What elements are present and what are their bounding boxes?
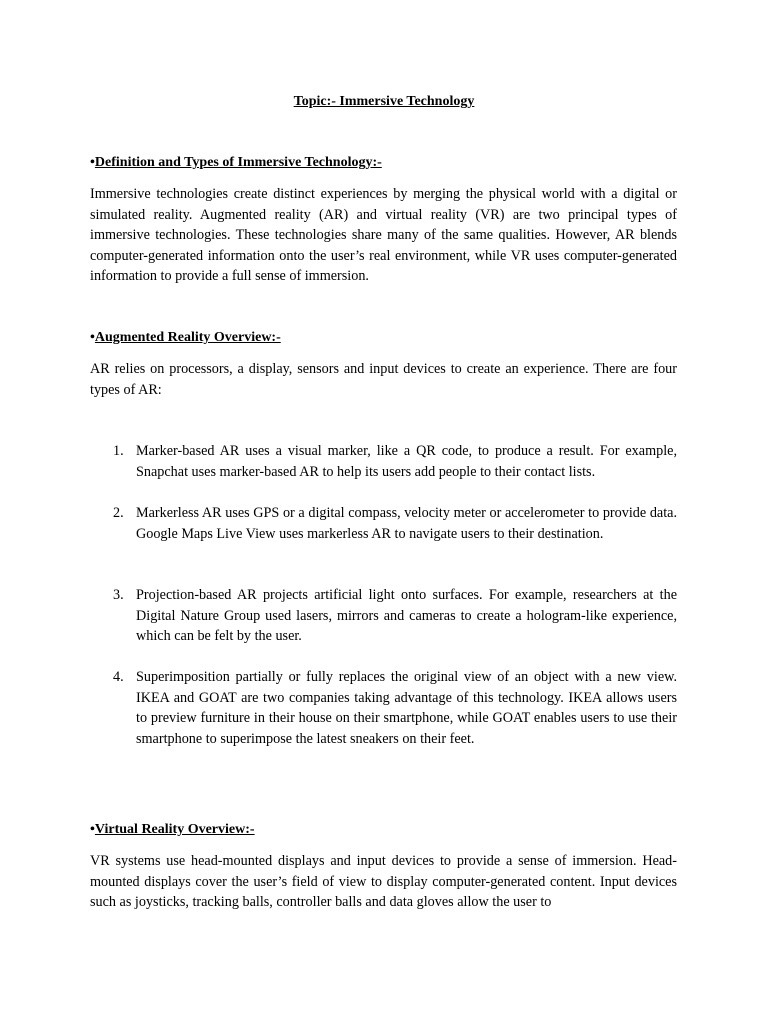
list-text: Markerless AR uses GPS or a digital compass, velocity meter or accelerometer to provide data. Google Maps Live View uses markerless AR to navigate users to their destination. [136, 505, 677, 542]
bullet: • [90, 822, 95, 837]
list-text: Projection-based AR projects artificial light onto surfaces. For example, researchers at the Digital Nature Group used lasers, mirrors and cameras to create a hologram-like experience, which can be felt by the user. [136, 587, 677, 644]
ar-intro-paragraph: AR relies on processors, a display, sensors and input devices to create an experience. There are four types of AR: [90, 361, 677, 398]
bullet: • [90, 330, 95, 345]
list-number: 1. [113, 443, 124, 459]
section-heading-text: Definition and Types of Immersive Technology:- [94, 155, 382, 170]
list-text: Superimposition partially or fully replaces the original view of an object with a new view. IKEA and GOAT are two companies taking advantage of this technology. IKEA allows users to preview furniture in their house on their smartphone, while GOAT enables users to use their smartphone to superimpose the latest sneakers on their feet. [136, 669, 677, 747]
page-title: Topic:- Immersive Technology [293, 94, 475, 109]
list-number: 2. [113, 505, 124, 521]
bullet: • [90, 155, 95, 170]
definition-paragraph: Immersive technologies create distinct experiences by merging the physical world with a digital or simulated reality. Augmented reality (AR) and virtual reality (VR) are two principal types of immersive technologies. These technologies share many of the same qualities. However, AR blends computer-generated information onto the user’s real environment, while VR uses computer-generated information to provide a full sense of immersion. [90, 186, 677, 284]
list-number: 4. [113, 669, 124, 685]
section-heading-text: Augmented Reality Overview:- [94, 330, 281, 345]
list-text: Marker-based AR uses a visual marker, like a QR code, to produce a result. For example, Snapchat uses marker-based AR to help its users add people to their contact lists. [136, 443, 677, 480]
vr-paragraph: VR systems use head-mounted displays and input devices to provide a sense of immersion. Head-mounted displays cover the user’s field of view to display computer-generated content. Input devices such as joysticks, tracking balls, controller balls and data gloves allow the user to [90, 853, 677, 910]
section-heading-vr-overview [90, 822, 255, 838]
list-number: 3. [113, 587, 124, 603]
section-heading-ar-overview [90, 330, 281, 346]
section-heading-text: Virtual Reality Overview:- [94, 822, 255, 837]
section-heading-definition [90, 155, 382, 171]
